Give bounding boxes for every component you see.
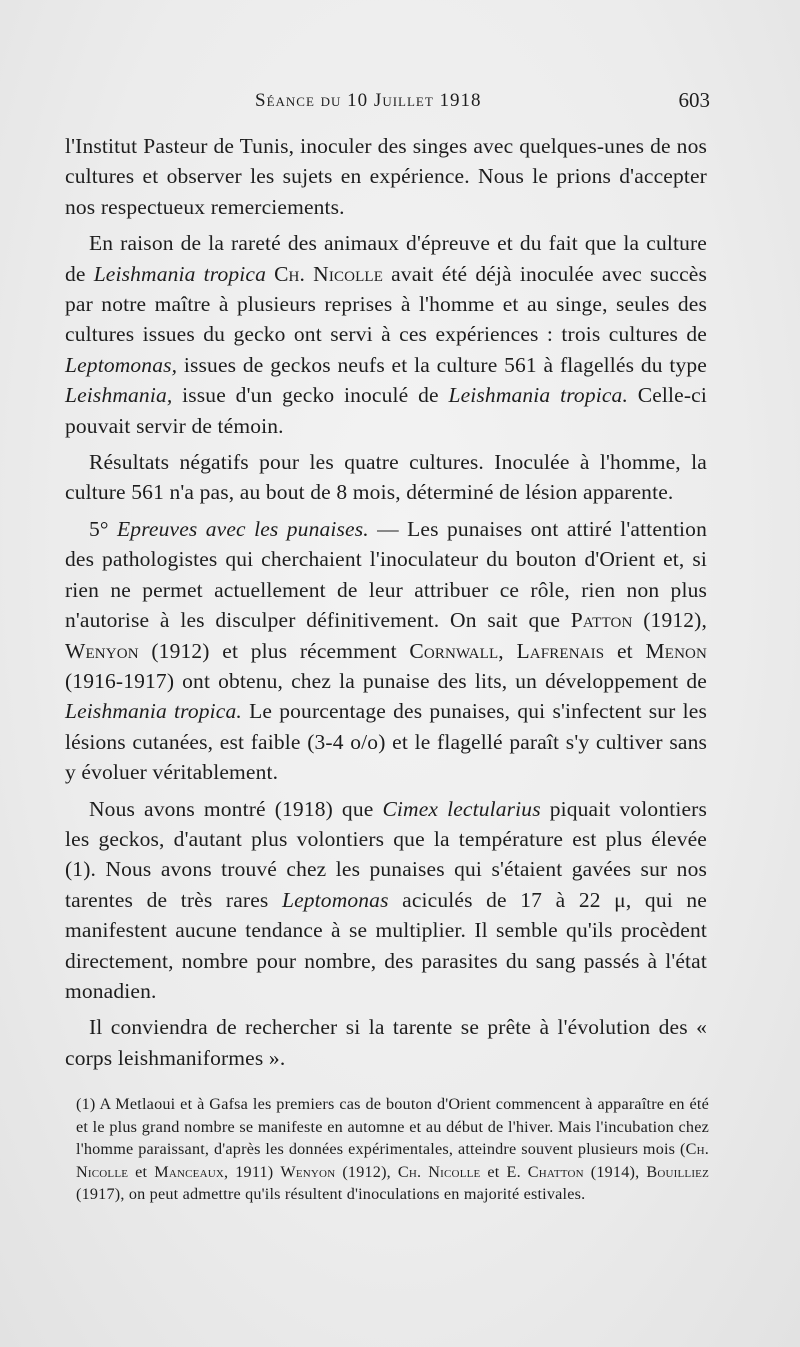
section-heading: Epreuves avec les punaises.	[117, 516, 369, 541]
genus-name: Leishmania,	[65, 383, 173, 408]
genus-name: Leptomonas,	[65, 352, 178, 377]
footnote-1: (1) A Metlaoui et à Gafsa les premiers cas de bouton d'Orient commencent à apparaître en été et le plus grand nombre se manifeste en automne et au début de l'hiver. Mais l'incubation chez l'homme paraissant, d'après les données expérimentales, atteindre souvent plusieurs mois (Ch. Nicolle et Manceaux, 1911) Wenyon (1912), Ch. Nicolle et E. Chatton (1914), Bouilliez (1917), on peut admettre qu'ils résultent d'inoculations en majorité estivales.	[76, 1095, 710, 1204]
species-name: Leishmania tropica.	[448, 383, 628, 408]
author-name: Wenyon	[65, 638, 139, 663]
species-name: Cimex lectularius	[382, 796, 541, 821]
footnote-marker: (1)	[76, 1095, 96, 1113]
paragraph-5: Nous avons montré (1918) que Cimex lectularius piquait volontiers les geckos, d'autant plus volontiers que la température est plus élevée (1). Nous avons trouvé chez les punaises qui s'étaient gavées sur nos tarentes de très rares Leptomonas aciculés de 17 à 22 μ, qui ne manifestent aucune tendance à se multiplier. Il semble qu'ils procèdent directement, nombre pour nombre, des parasites du sang passés à l'état monadien.	[65, 796, 707, 1003]
species-name: Leishmania tropica.	[65, 699, 242, 724]
author-name: Wenyon	[280, 1162, 336, 1181]
author-name: Ch. Nicolle	[397, 1162, 481, 1181]
author-name: Manceaux	[154, 1162, 225, 1181]
author-name: Patton	[570, 608, 633, 633]
author-name: Ch. Nicolle	[76, 1140, 709, 1181]
paragraph-6: Il conviendra de rechercher si la tarente se prête à l'évolution des « corps leishmaniformes ».	[65, 1015, 707, 1070]
author-name: Bouilliez	[646, 1162, 710, 1181]
footnote	[76, 1093, 709, 1206]
paragraph-3: Résultats négatifs pour les quatre cultures. Inoculée à l'homme, la culture 561 n'a pas, au bout de 8 mois, déterminé de lésion apparente.	[65, 450, 707, 505]
paragraph-1: l'Institut Pasteur de Tunis, inoculer des singes avec quelques-unes de nos cultures et observer les sujets en expérience. Nous le prions d'accepter nos respectueux remerciements.	[65, 134, 707, 219]
paragraph-4: 5° Epreuves avec les punaises. — Les punaises ont attiré l'attention des pathologistes qui cherchaient l'inoculateur du bouton d'Orient et, si rien ne permet actuellement de leur attribuer ce rôle, rien non plus n'autorise à les disculper définitivement. On sait que Patton (1912), Wenyon (1912) et plus récemment Cornwall, Lafrenais et Menon (1916-1917) ont obtenu, chez la punaise des lits, un développement de Leishmania tropica. Le pourcentage des punaises, qui s'infectent sur les lésions cutanées, est faible (3-4 o/o) et le flagellé paraît s'y cultiver sans y évoluer véritablement.	[65, 516, 708, 785]
page-header	[60, 88, 710, 118]
author-name: E. Chatton	[506, 1162, 584, 1181]
paragraph-2: En raison de la rareté des animaux d'épreuve et du fait que la culture de Leishmania tropica Ch. Nicolle avait été déjà inoculée avec succès par notre maître à plusieurs reprises à l'homme et au singe, seules des cultures issues du gecko ont servi à ces expériences : trois cultures de Leptomonas, issues de geckos neufs et la culture 561 à flagellés du type Leishmania, issue d'un gecko inoculé de Leishmania tropica. Celle-ci pouvait servir de témoin.	[65, 231, 708, 438]
species-name: Leishmania tropica	[93, 261, 266, 286]
author-name: Cornwall, Lafrenais	[409, 638, 605, 663]
author-name: Menon	[645, 638, 708, 663]
main-text	[65, 131, 707, 1073]
running-head: Séance du 10 Juillet 1918	[255, 90, 482, 111]
genus-name: Leptomonas	[281, 887, 389, 912]
author-name: Ch. Nicolle	[274, 261, 384, 286]
page-number: 603	[678, 88, 710, 112]
